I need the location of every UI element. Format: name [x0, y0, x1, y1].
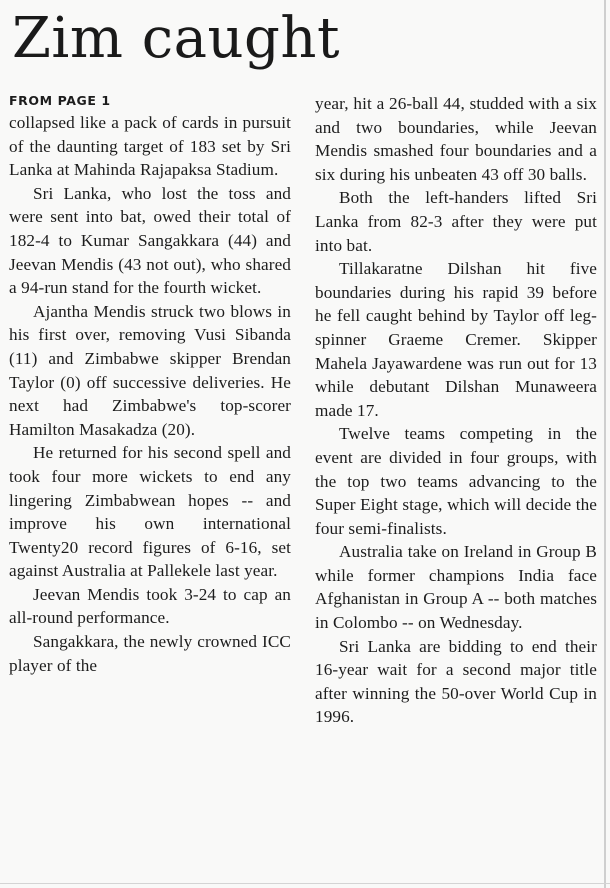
paragraph: year, hit a 26-ball 44, studded with a six and two boundaries, while Jeevan Mendis smashed four boundaries and a six during his unbeaten 43 off 30 balls. [315, 94, 597, 184]
paragraph: Sri Lanka, who lost the toss and were sent into bat, owed their total of 182-4 to Kumar Sangakkara (44) and Jeevan Mendis (43 not out), who shared a 94-run stand for the fourth wicket. [9, 183, 291, 298]
paragraph: Australia take on Ireland in Group B while former champions India face Afghanistan in Group A -- both matches in Colombo -- on Wednesday. [315, 542, 597, 633]
paragraph: Jeevan Mendis took 3-24 to cap an all-round performance. [9, 584, 291, 628]
paragraph: Tillakaratne Dilshan hit five boundaries during his rapid 39 before he fell caught behind by Taylor off leg-spinner Graeme Cremer. Skipper Mahela Jayawardene was run out for 13 while debutant Dilshan Munaweera made 17. [315, 259, 597, 420]
paragraph: Sangakkara, the newly crowned ICC player of the [9, 632, 291, 675]
paragraph: collapsed like a pack of cards in pursuit of the daunting target of 183 set by Sri Lanka at Mahinda Rajapaksa Stadium. [9, 113, 291, 180]
paragraph: Ajantha Mendis struck two blows in his first over, removing Vusi Sibanda (11) and Zimbabwe skipper Brendan Taylor (0) off successive deliveries. He next had Zimbabwe's top-scorer Hamilton Masakadza (20). [9, 301, 291, 439]
paragraph: He returned for his second spell and took four more wickets to end any lingering Zimbabwean hopes -- and improve his own international Twenty20 record figures of 6-16, set against Australia at Pallekele last year. [9, 443, 291, 581]
paragraph: Twelve teams competing in the event are divided in four groups, with the top two teams advancing to the Super Eight stage, which will decide the four semi-finalists. [315, 424, 597, 538]
article-column-left [9, 92, 291, 677]
article-column-right [315, 92, 597, 729]
bottom-edge-rule [0, 883, 610, 884]
continuation-label: FROM PAGE 1 [9, 93, 111, 108]
headline: Zim caught [12, 6, 340, 71]
paragraph: Both the left-handers lifted Sri Lanka from 82-3 after they were put into bat. [315, 188, 597, 255]
page-edge-rule [604, 0, 606, 888]
paragraph: Sri Lanka are bidding to end their 16-year wait for a second major title after winning the 50-over World Cup in 1996. [315, 636, 597, 727]
